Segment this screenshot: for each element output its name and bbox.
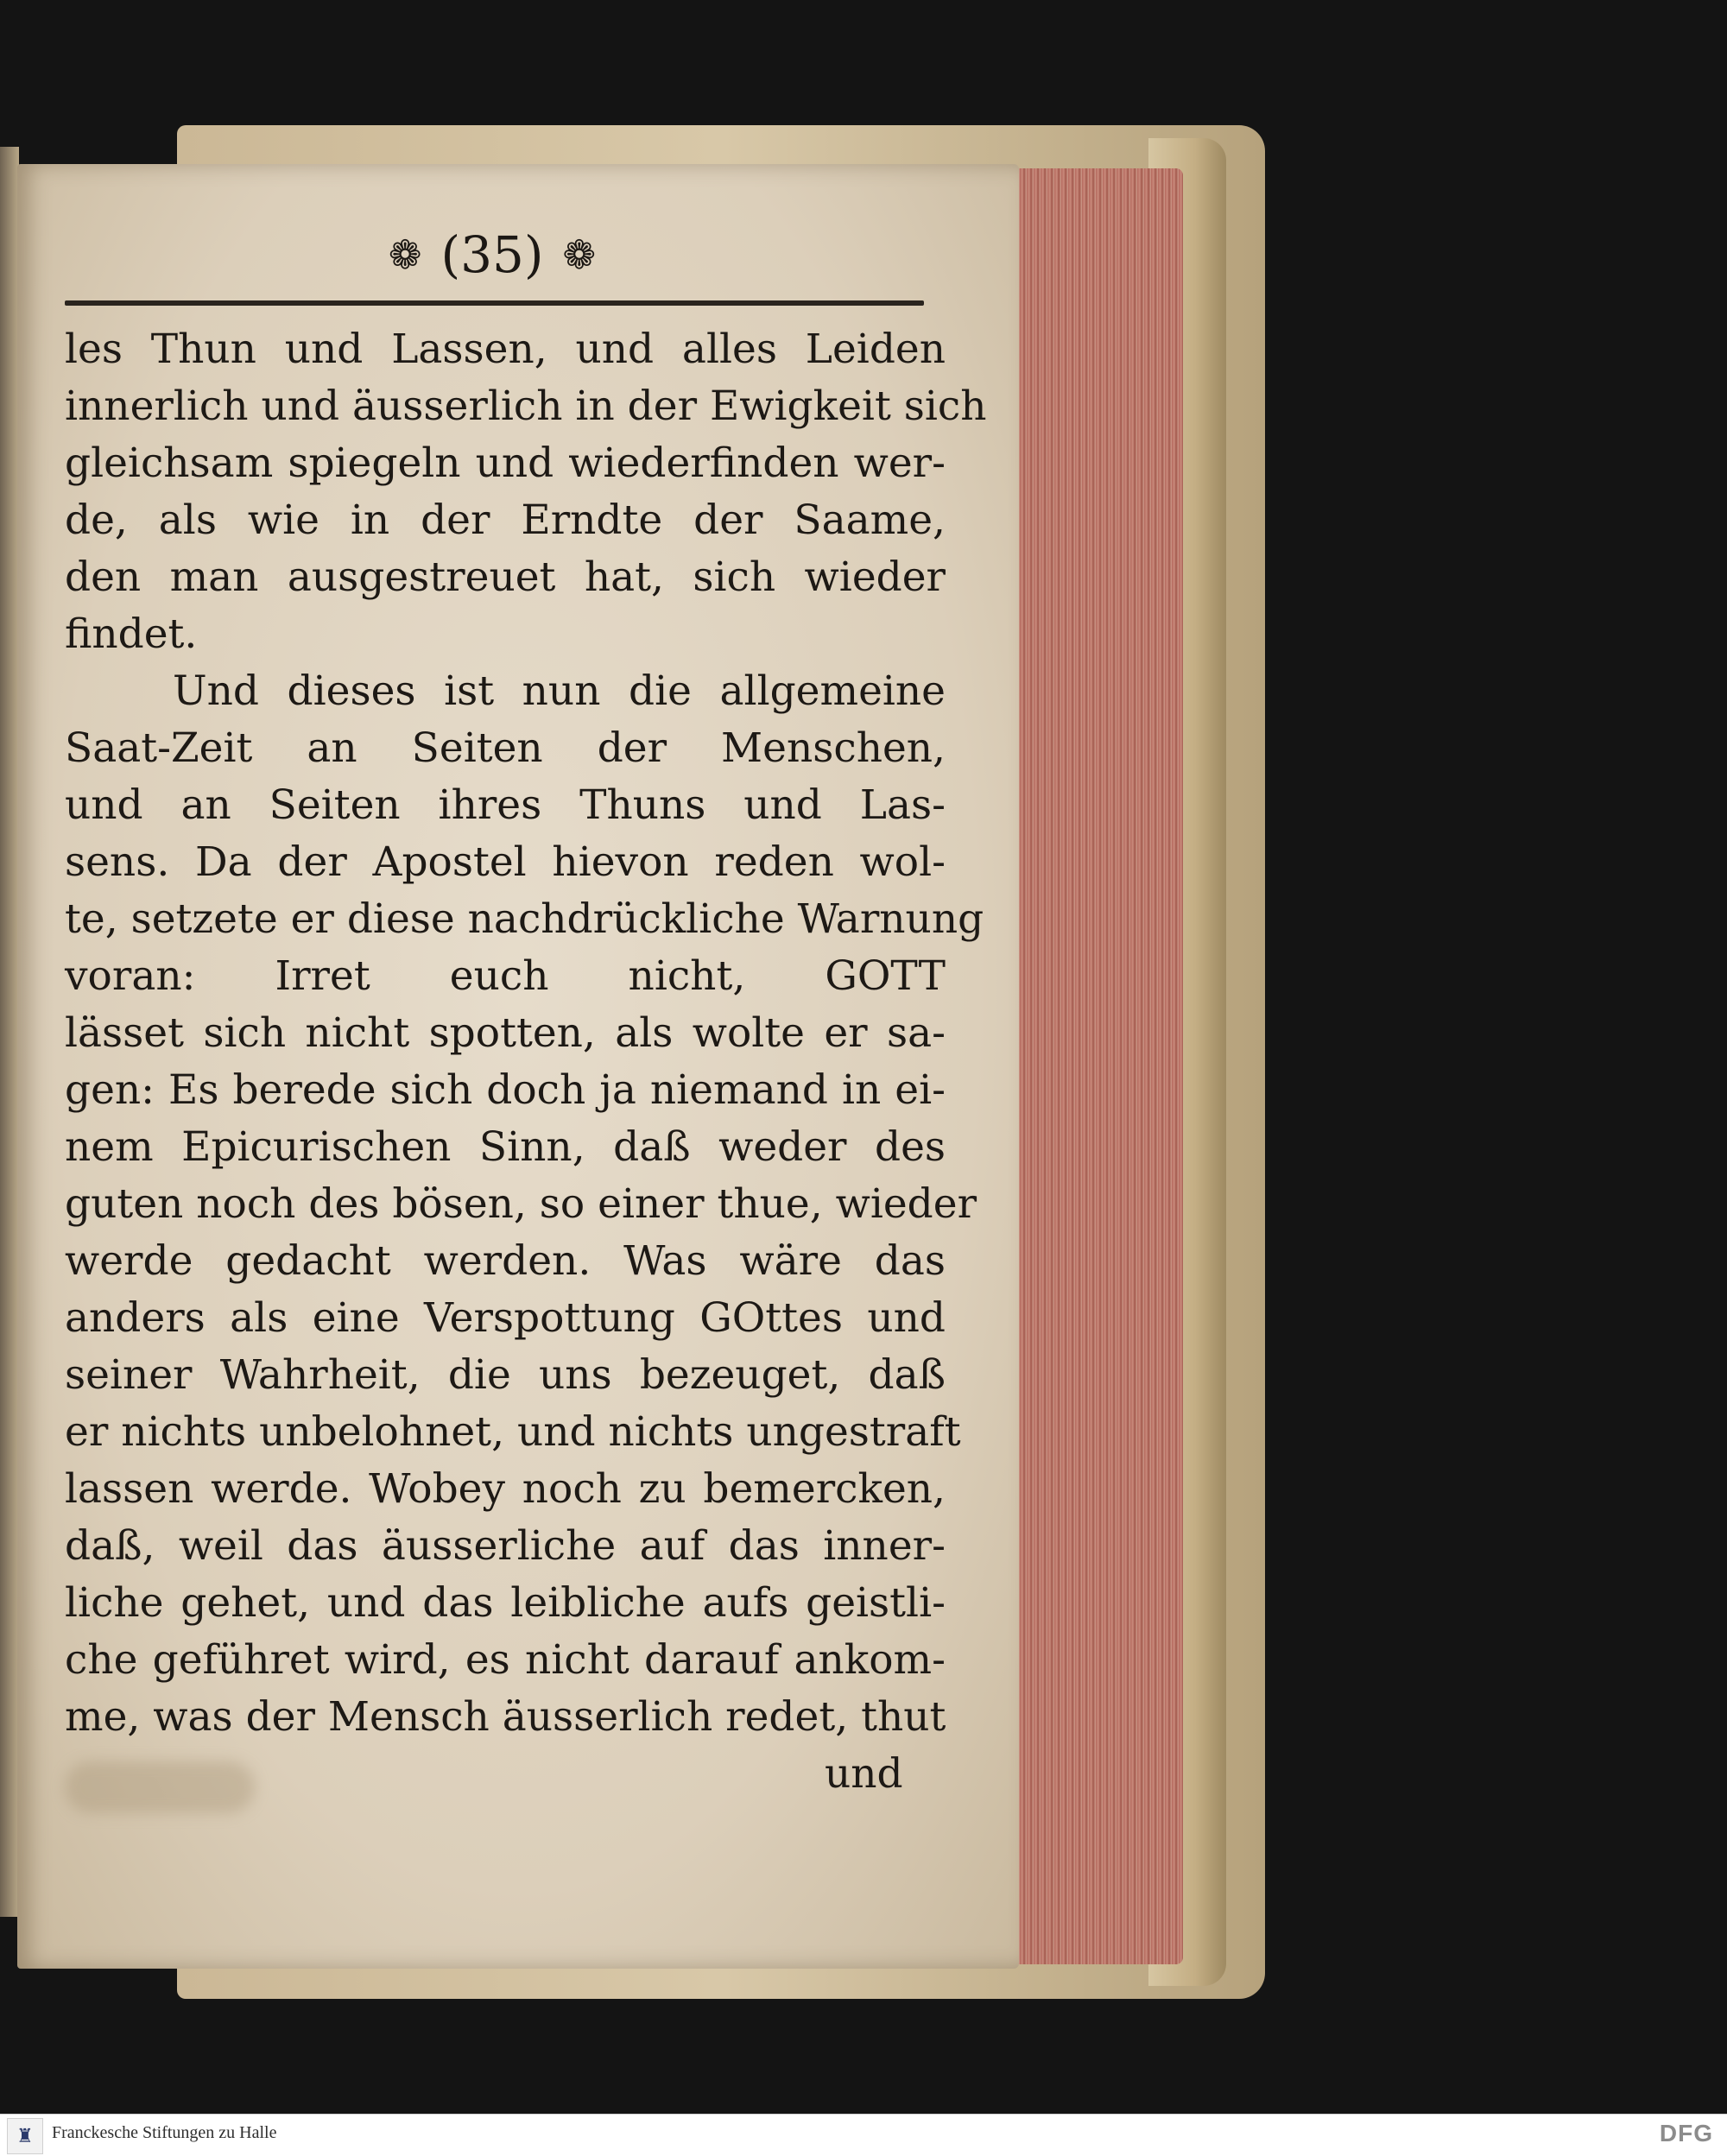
text-line: gleichsam spiegeln und wiederfinden wer- <box>65 439 946 487</box>
facing-page-strip <box>0 147 19 1917</box>
institution-name: Franckesche Stiftungen zu Halle <box>52 2123 277 2142</box>
dfg-logo: DFG <box>1659 2120 1713 2147</box>
text-line: liche gehet, und das leibliche aufs geistli- <box>65 1579 946 1627</box>
text-line: anders als eine Verspottung GOttes und <box>65 1294 946 1342</box>
institution-logo-icon[interactable] <box>7 2118 43 2154</box>
catchword: und <box>825 1750 903 1798</box>
text-line: er nichts unbelohnet, und nichts ungestraft <box>65 1408 961 1456</box>
flower-ornament-right-icon: ❁ <box>562 231 597 278</box>
text-line: les Thun und Lassen, und alles Leiden <box>65 326 946 373</box>
viewer-footer <box>0 2114 1727 2156</box>
page-number: (35) <box>440 225 544 284</box>
page-text <box>65 321 987 1806</box>
text-line: daß, weil das äusserliche auf das inner- <box>65 1522 946 1570</box>
text-line: findet. <box>65 610 198 658</box>
text-line: te, setzete er diese nachdrückliche Warnung <box>65 895 984 943</box>
text-line: Saat-Zeit an Seiten der Menschen, <box>65 724 946 772</box>
text-line: nem Epicurischen Sinn, daß weder des <box>65 1123 946 1171</box>
text-line: und an Seiten ihres Thuns und Las- <box>65 781 946 829</box>
text-line: sens. Da der Apostel hievon reden wol- <box>65 838 946 886</box>
text-line: guten noch des bösen, so einer thue, wieder <box>65 1180 977 1228</box>
text-line: Und dieses ist nun die allgemeine <box>173 667 946 715</box>
page-header <box>337 220 648 289</box>
flower-ornament-left-icon: ❁ <box>388 231 422 278</box>
red-page-edges <box>1006 168 1183 1964</box>
text-line: me, was der Mensch äusserlich redet, thut <box>65 1693 946 1741</box>
text-line: den man ausgestreuet hat, sich wieder <box>65 553 946 601</box>
text-line: che geführet wird, es nicht darauf ankom- <box>65 1636 946 1684</box>
text-line: lassen werde. Wobey noch zu bemercken, <box>65 1465 946 1513</box>
text-line: lässet sich nicht spotten, als wolte er sa- <box>65 1009 946 1057</box>
text-line: gen: Es berede sich doch ja niemand in ei- <box>65 1066 946 1114</box>
text-line: voran: Irret euch nicht, GOTT <box>65 952 946 1000</box>
text-line: innerlich und äusserlich in der Ewigkeit sich <box>65 383 987 430</box>
show-through-mark <box>65 1761 255 1813</box>
logo-glyph: ♜ <box>16 2125 34 2147</box>
header-rule <box>65 300 924 306</box>
text-line: seiner Wahrheit, die uns bezeuget, daß <box>65 1351 946 1399</box>
text-line: de, als wie in der Erndte der Saame, <box>65 496 946 544</box>
text-line: werde gedacht werden. Was wäre das <box>65 1237 946 1285</box>
